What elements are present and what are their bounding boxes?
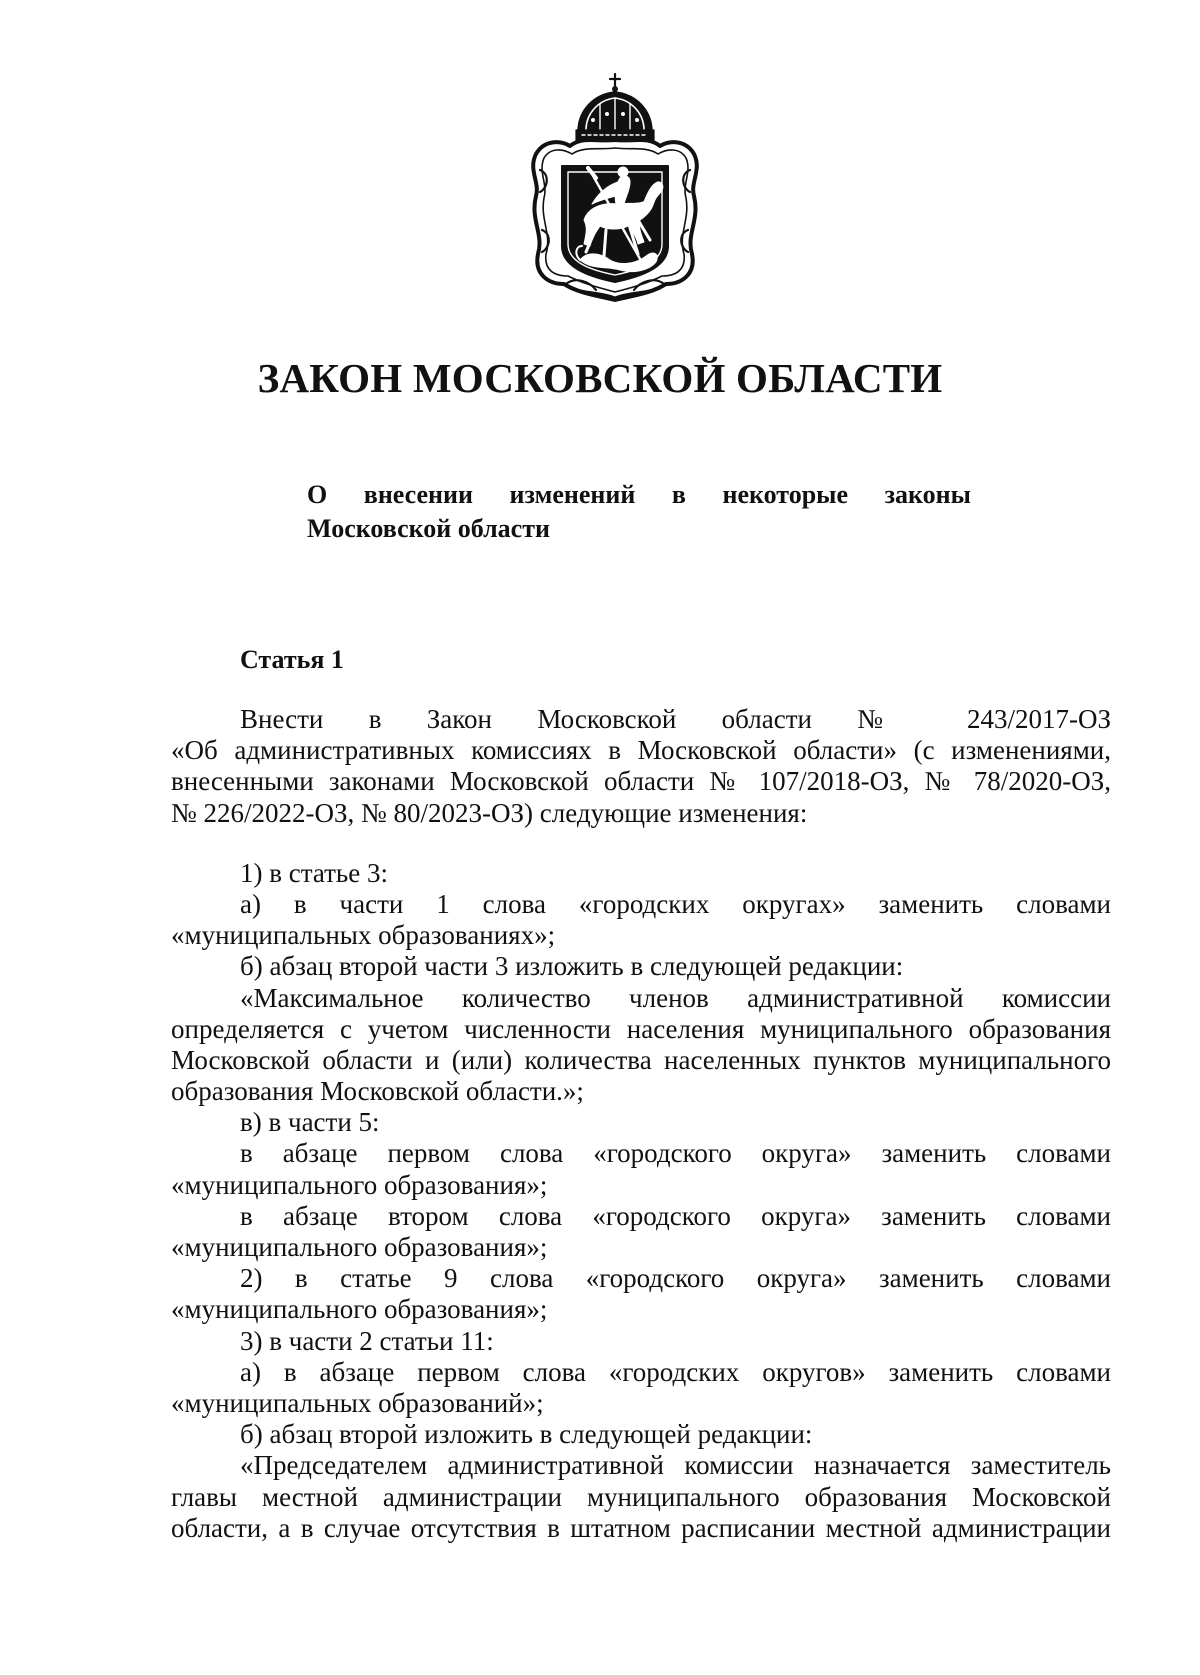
coat-of-arms-emblem	[526, 70, 704, 302]
amendment-line: 2) в статье 9 слова «городского округа» заменить словами	[240, 1263, 1111, 1294]
subject-word: в	[671, 480, 686, 509]
intro-line: № 226/2022-ОЗ, № 80/2023-ОЗ) следующие изменения:	[171, 797, 808, 828]
amendment-line: 3) в части 2 статьи 11:	[240, 1325, 494, 1356]
amendment-line: 1) в статье 3:	[240, 857, 388, 888]
amendment-line: «Максимальное количество членов административной комиссии	[240, 982, 1111, 1013]
article-heading: Статья 1	[240, 645, 344, 674]
amendment-line: главы местной администрации муниципального образования Московской	[171, 1481, 1111, 1512]
document-subject	[307, 478, 971, 546]
intro-line: «Об административных комиссиях в Московской области» (с изменениями,	[171, 735, 1111, 766]
article-body	[171, 704, 1111, 1544]
amendment-line: а) в части 1 слова «городских округах» заменить словами	[240, 888, 1111, 919]
amendment-line: определяется с учетом численности населения муниципального образования	[171, 1013, 1111, 1044]
amendment-line: «Председателем административной комиссии назначается заместитель	[240, 1450, 1111, 1481]
document-title: ЗАКОН МОСКОВСКОЙ ОБЛАСТИ	[257, 355, 943, 401]
intro-line: внесенными законами Московской области № 107/2018-ОЗ, № 78/2020-ОЗ,	[171, 766, 1111, 797]
paragraph-gap	[171, 829, 1111, 858]
subject-line-1	[307, 478, 971, 512]
amendment-line: б) абзац второй части 3 изложить в следующей редакции:	[240, 951, 904, 982]
amendment-line: области, а в случае отсутствия в штатном расписании местной администрации	[171, 1512, 1111, 1543]
amendment-line: образования Московской области.»;	[171, 1076, 584, 1107]
amendment-line: «муниципальных образований»;	[171, 1387, 544, 1418]
amendment-line: в абзаце втором слова «городского округа» заменить словами	[240, 1200, 1111, 1231]
amendment-line: «муниципального образования»;	[171, 1169, 548, 1200]
amendment-line: Московской области и (или) количества населенных пунктов муниципального	[171, 1044, 1111, 1075]
subject-word: изменений	[509, 480, 636, 509]
amendment-line: «муниципального образования»;	[171, 1294, 548, 1325]
subject-word: О	[307, 480, 328, 509]
amendment-line: в) в части 5:	[240, 1107, 380, 1138]
amendment-line: а) в абзаце первом слова «городских округов» заменить словами	[240, 1356, 1111, 1387]
subject-line-2: Московской области	[307, 514, 550, 543]
subject-word: внесении	[363, 480, 473, 509]
subject-word: некоторые	[722, 480, 849, 509]
amendment-line: б) абзац второй изложить в следующей редакции:	[240, 1419, 813, 1450]
amendment-line: в абзаце первом слова «городского округа» заменить словами	[240, 1138, 1111, 1169]
intro-line: Внести в Закон Московской области № 243/2017-ОЗ	[240, 704, 1111, 734]
amendment-line: «муниципального образования»;	[171, 1232, 548, 1262]
subject-word: законы	[884, 480, 971, 509]
amendment-line: «муниципальных образованиях»;	[171, 920, 556, 951]
